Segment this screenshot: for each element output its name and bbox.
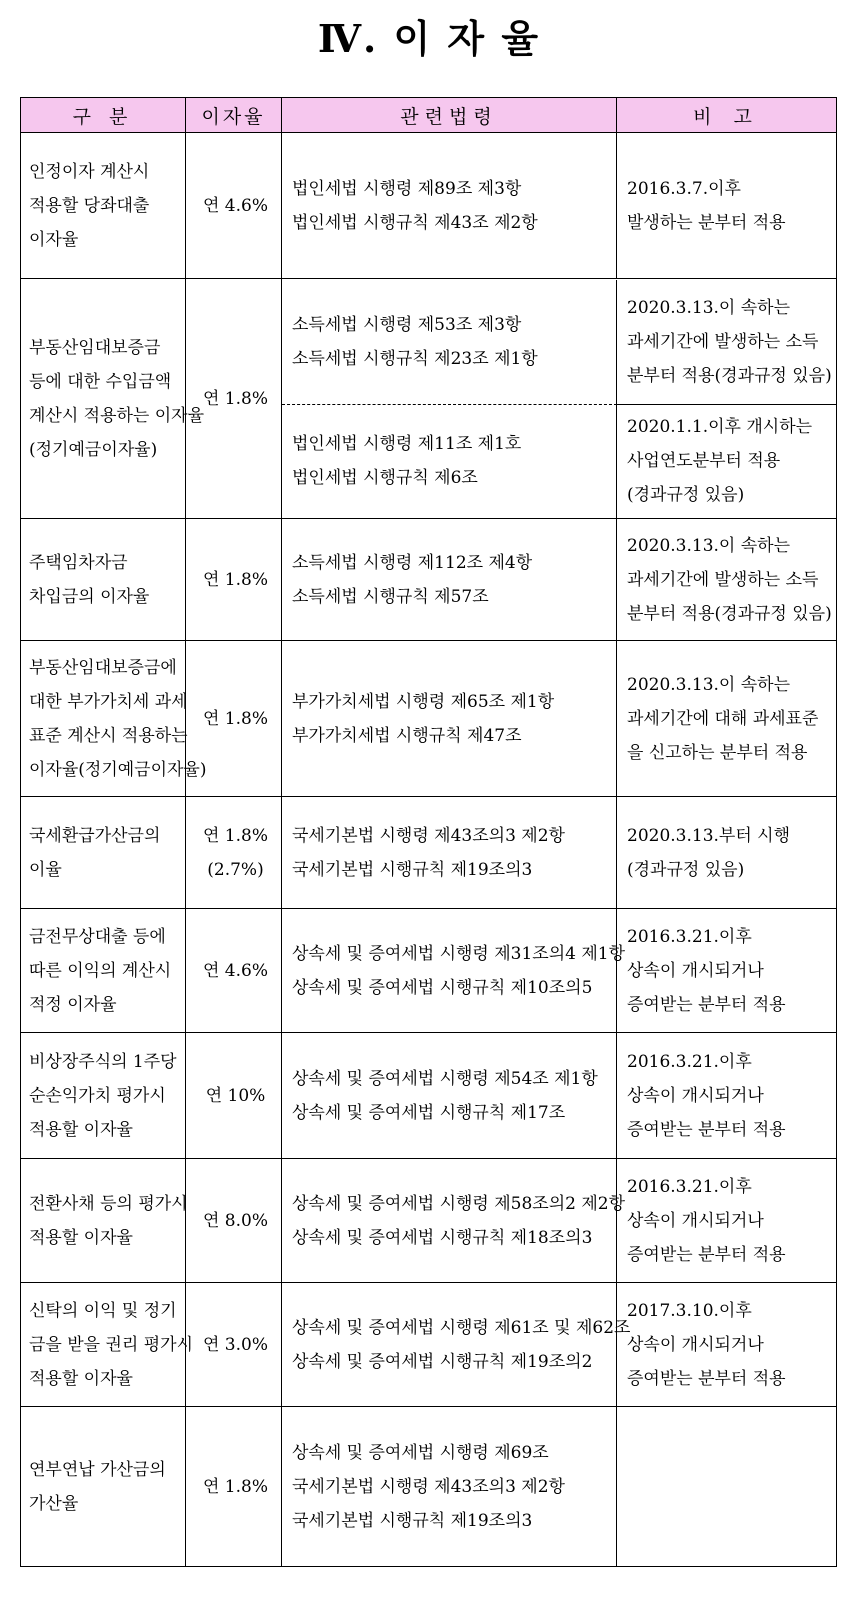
law-line: 소득세법 시행령 제53조 제3항 <box>292 314 522 335</box>
law-line: 부가가치세법 시행령 제65조 제1항 <box>292 691 555 712</box>
note-line: 상속이 개시되거나 <box>627 1085 764 1106</box>
rate-value: 연 4.6% <box>202 195 268 216</box>
rate-cell <box>186 279 282 519</box>
note-line: 과세기간에 발생하는 소득 <box>627 569 819 590</box>
category-line: 계산시 적용하는 이자율 <box>29 405 205 426</box>
category-line: 적용할 이자율 <box>29 1119 133 1140</box>
category-line: 이자율 <box>29 229 79 250</box>
law-cell <box>282 133 617 279</box>
category-line: 연부연납 가산금의 <box>29 1459 166 1480</box>
law-line: 법인세법 시행령 제89조 제3항 <box>292 178 522 199</box>
table-row <box>21 1159 837 1283</box>
law-line: 소득세법 시행령 제112조 제4항 <box>292 552 533 573</box>
table-row <box>21 133 837 279</box>
category-line: 적정 이자율 <box>29 994 117 1015</box>
note-line: 발생하는 분부터 적용 <box>627 212 786 233</box>
note-line: 2020.3.13.이 속하는 <box>627 674 791 695</box>
category-cell <box>21 641 207 797</box>
law-cell <box>282 1407 617 1567</box>
law-line: 국세기본법 시행령 제43조의3 제2항 <box>292 825 565 846</box>
category-line: 따른 이익의 계산시 <box>29 960 172 981</box>
note-line: 2017.3.10.이후 <box>627 1300 752 1321</box>
category-line: 금전무상대출 등에 <box>29 926 166 947</box>
table-row <box>21 641 837 797</box>
law-line: 상속세 및 증여세법 시행규칙 제10조의5 <box>292 977 593 998</box>
law-cell <box>282 279 837 519</box>
rate-cell <box>186 1033 282 1159</box>
note-line: 분부터 적용(경과규정 있음) <box>627 603 832 624</box>
category-line: 적용할 이자율 <box>29 1227 133 1248</box>
law-line: 법인세법 시행령 제11조 제1호 <box>292 434 522 454</box>
law-line: 법인세법 시행규칙 제43조 제2항 <box>292 212 538 233</box>
table-row <box>21 1033 837 1159</box>
note-line: 상속이 개시되거나 <box>627 1334 764 1355</box>
category-cell <box>21 133 186 279</box>
note-line: (경과규정 있음) <box>627 859 745 880</box>
law-line: 상속세 및 증여세법 시행령 제54조 제1항 <box>292 1068 598 1089</box>
category-cell <box>21 279 205 519</box>
category-line: 신탁의 이익 및 정기 <box>29 1300 177 1321</box>
rate-value: 연 1.8% <box>202 569 268 590</box>
table-row <box>21 797 837 909</box>
law-cell <box>282 909 626 1033</box>
category-line: 가산율 <box>29 1493 79 1514</box>
table-row <box>21 1407 837 1567</box>
law-cell <box>282 1159 626 1283</box>
law-line: 상속세 및 증여세법 시행령 제69조 <box>292 1442 549 1463</box>
note-line: 2020.3.13.이 속하는 <box>627 297 791 318</box>
law-line: 국세기본법 시행규칙 제19조의3 <box>292 859 533 880</box>
category-cell <box>21 1159 186 1283</box>
law-line: 상속세 및 증여세법 시행규칙 제18조의3 <box>292 1227 593 1248</box>
note-line: 과세기간에 대해 과세표준 <box>627 708 819 729</box>
law-line: 소득세법 시행규칙 제57조 <box>292 586 489 607</box>
law-cell <box>282 1283 631 1407</box>
category-line: 주택임차자금 <box>29 552 128 573</box>
category-line: 표준 계산시 적용하는 <box>29 725 188 746</box>
note-cell <box>617 1283 837 1407</box>
note-cell <box>617 797 837 909</box>
category-cell <box>21 909 186 1033</box>
rate-value: 연 8.0% <box>202 1210 268 1231</box>
rate-cell <box>186 797 282 909</box>
rate-value: 연 10% <box>205 1085 266 1106</box>
note-line: 증여받는 분부터 적용 <box>627 1244 786 1265</box>
law-line: 소득세법 시행규칙 제23조 제1항 <box>292 348 538 369</box>
note-line: 2016.3.21.이후 <box>627 926 752 947</box>
note-line: 을 신고하는 분부터 적용 <box>627 742 808 763</box>
note-line: 2020.1.1.이후 개시하는 <box>627 417 813 437</box>
table-row <box>21 1283 837 1407</box>
header-rate: 이자율 <box>186 98 282 133</box>
rate-value: 연 4.6% <box>202 960 268 981</box>
category-line: 등에 대한 수입금액 <box>29 371 172 392</box>
category-cell <box>21 519 186 641</box>
note-cell <box>617 641 837 797</box>
category-line: 금을 받을 권리 평가시 <box>29 1334 194 1355</box>
interest-rate-table <box>20 97 837 1567</box>
note-cell <box>617 519 837 641</box>
category-line: 차입금의 이자율 <box>29 586 150 607</box>
rate-value: 연 3.0% <box>202 1334 268 1355</box>
note-section <box>617 280 837 405</box>
category-line: 이자율(정기예금이자율) <box>29 759 207 780</box>
header-category: 구 분 <box>21 98 186 133</box>
law-line: 국세기본법 시행령 제43조의3 제2항 <box>292 1476 565 1497</box>
category-line: 부동산임대보증금에 <box>29 657 177 678</box>
rate-value: 연 1.8% <box>202 825 268 846</box>
rate-cell <box>186 133 282 279</box>
category-line: 적용할 당좌대출 <box>29 195 150 216</box>
page-title: Ⅳ. 이 자 율 <box>317 16 541 61</box>
note-line: 상속이 개시되거나 <box>627 1210 764 1231</box>
header-row <box>21 98 837 133</box>
category-cell <box>21 1033 186 1159</box>
law-line: 법인세법 시행규칙 제6조 <box>292 468 478 488</box>
category-line: 이율 <box>29 859 62 880</box>
rate-cell <box>186 909 282 1033</box>
note-line: 2016.3.21.이후 <box>627 1051 752 1072</box>
law-cell <box>282 1033 617 1159</box>
note-line: 2020.3.13.부터 시행 <box>627 825 791 846</box>
law-section <box>282 280 617 405</box>
rate-value: 연 1.8% <box>202 388 268 409</box>
category-line: (정기예금이자율) <box>29 439 158 460</box>
rate-cell <box>186 519 282 641</box>
note-line: 2020.3.13.이 속하는 <box>627 535 791 556</box>
category-line: 적용할 이자율 <box>29 1368 133 1389</box>
law-line: 상속세 및 증여세법 시행령 제31조의4 제1항 <box>292 943 626 964</box>
note-cell <box>617 1407 837 1567</box>
note-line: 증여받는 분부터 적용 <box>627 1368 786 1389</box>
note-line: 증여받는 분부터 적용 <box>627 994 786 1015</box>
rate-cell <box>186 1407 282 1567</box>
category-cell <box>21 1283 194 1407</box>
rate-value: 연 1.8% <box>202 1476 268 1497</box>
category-line: 비상장주식의 1주당 <box>29 1051 177 1072</box>
note-line: 과세기간에 발생하는 소득 <box>627 331 819 352</box>
table-row <box>21 279 837 519</box>
category-line: 순손익가치 평가시 <box>29 1085 166 1106</box>
note-cell <box>617 133 837 279</box>
rate-value: (2.7%) <box>207 859 264 880</box>
category-line: 국세환급가산금의 <box>29 825 161 846</box>
header-law: 관련법령 <box>282 98 617 133</box>
law-line: 상속세 및 증여세법 시행령 제61조 및 제62조 <box>292 1317 631 1338</box>
note-cell <box>617 909 837 1033</box>
law-section <box>282 405 617 518</box>
category-cell <box>21 1407 186 1567</box>
note-line: 상속이 개시되거나 <box>627 960 764 981</box>
table-row <box>21 909 837 1033</box>
category-line: 인정이자 계산시 <box>29 161 150 182</box>
law-cell <box>282 519 617 641</box>
note-line: (경과규정 있음) <box>627 485 745 505</box>
header-note: 비 고 <box>617 98 837 133</box>
rate-cell <box>186 1283 282 1407</box>
category-line: 전환사채 등의 평가시 <box>29 1193 188 1214</box>
note-line: 2016.3.7.이후 <box>627 178 741 199</box>
law-cell <box>282 797 617 909</box>
note-section <box>617 405 837 518</box>
rate-value: 연 1.8% <box>202 708 268 729</box>
law-cell <box>282 641 617 797</box>
note-line: 2016.3.21.이후 <box>627 1176 752 1197</box>
law-line: 상속세 및 증여세법 시행규칙 제17조 <box>292 1102 566 1123</box>
note-cell <box>617 1033 837 1159</box>
law-line: 상속세 및 증여세법 시행규칙 제19조의2 <box>292 1351 593 1372</box>
category-cell <box>21 797 186 909</box>
note-line: 사업연도분부터 적용 <box>627 451 781 471</box>
category-line: 대한 부가가치세 과세 <box>29 691 188 712</box>
table-row <box>21 519 837 641</box>
rate-cell <box>186 1159 282 1283</box>
note-line: 분부터 적용(경과규정 있음) <box>627 365 832 386</box>
category-line: 부동산임대보증금 <box>29 337 161 358</box>
note-line: 증여받는 분부터 적용 <box>627 1119 786 1140</box>
law-line: 부가가치세법 시행규칙 제47조 <box>292 725 522 746</box>
note-cell <box>617 1159 837 1283</box>
law-line: 상속세 및 증여세법 시행령 제58조의2 제2항 <box>292 1193 626 1214</box>
law-line: 국세기본법 시행규칙 제19조의3 <box>292 1510 533 1531</box>
